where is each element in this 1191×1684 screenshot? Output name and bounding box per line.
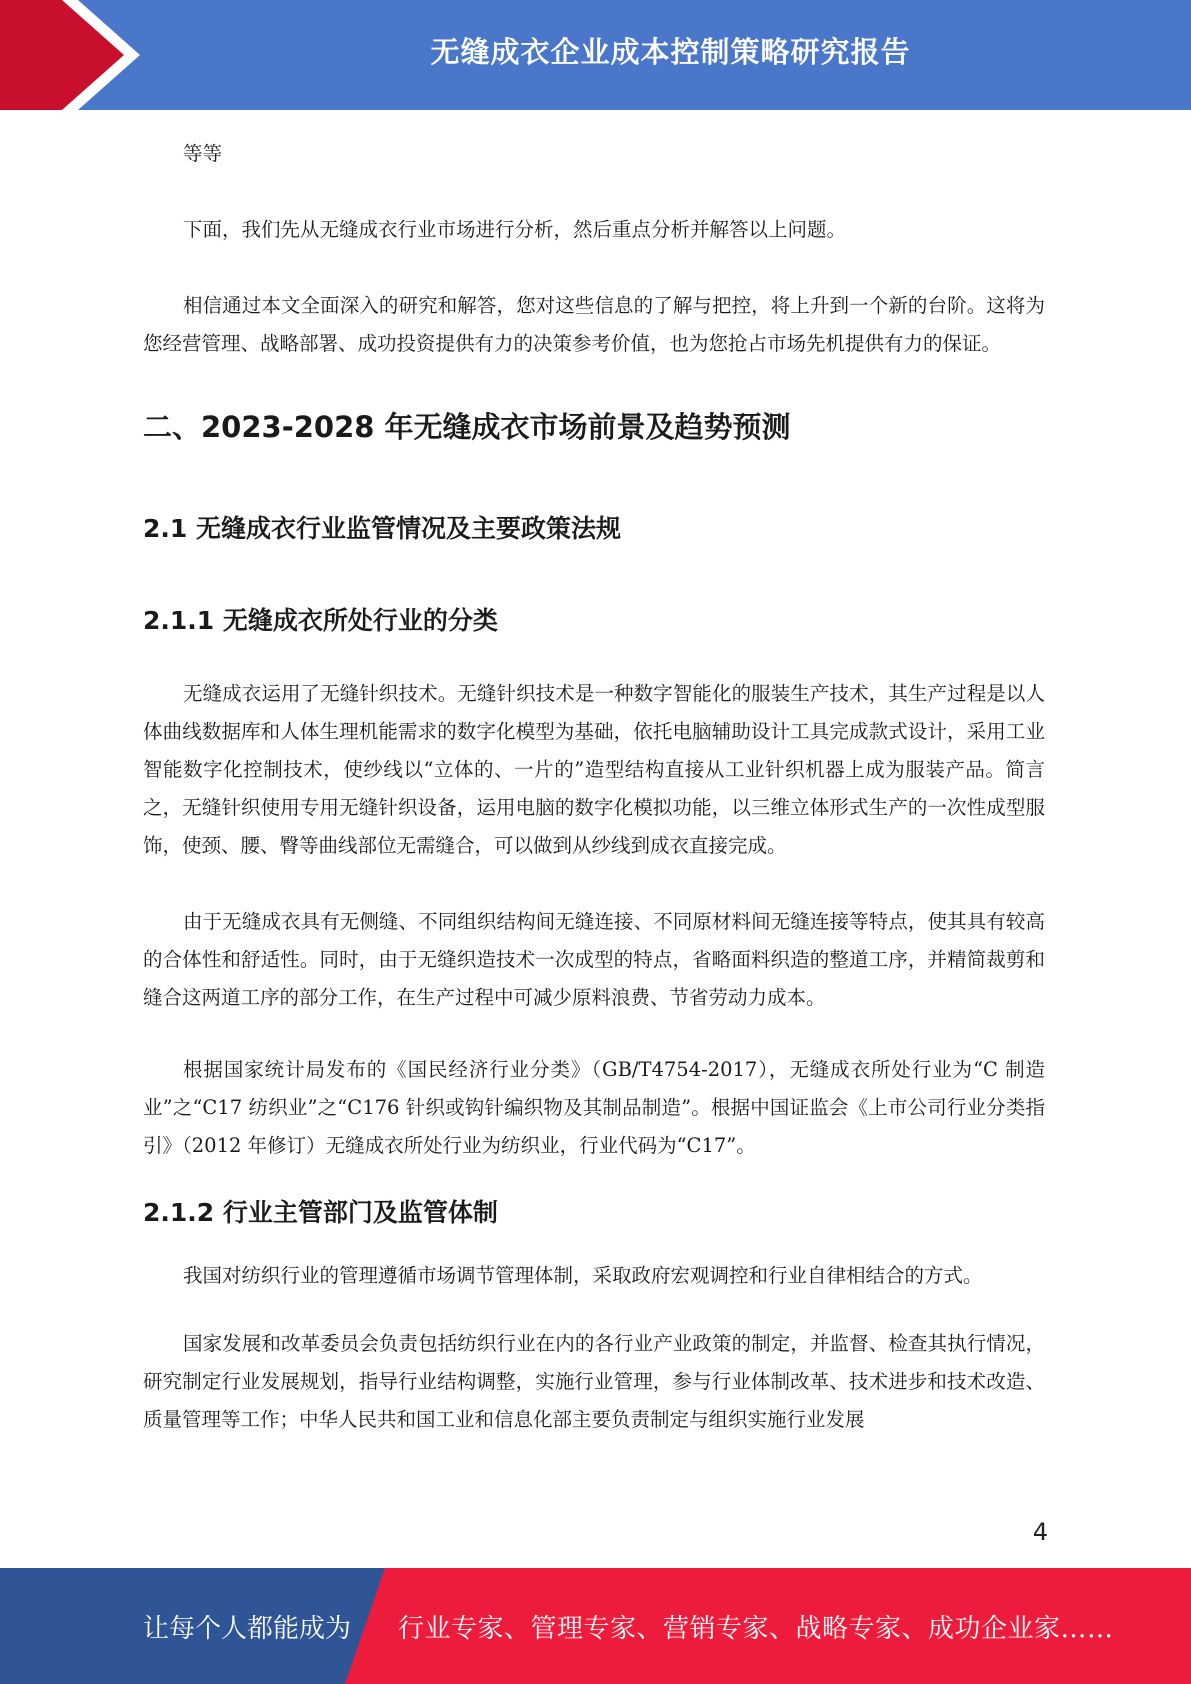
paragraph: 国家发展和改革委员会负责包括纺织行业在内的各行业产业政策的制定，并监督、检查其执行情况，研究制定行业发展规划，指导行业结构调整，实施行业管理，参与行业体制改革、技术进步和技术改造、质量管理等工作；中华人民共和国工业和信息化部主要负责制定与组织实施行业发展 bbox=[143, 1332, 1045, 1431]
paragraph: 等等 bbox=[183, 142, 223, 165]
header-chevron-decoration bbox=[0, 0, 160, 110]
page-header bbox=[0, 0, 1191, 110]
paragraph: 相信通过本文全面深入的研究和解答，您对这些信息的了解与把控，将上升到一个新的台阶。这将为您经营管理、战略部署、成功投资提供有力的决策参考价值，也为您抢占市场先机提供有力的保证。 bbox=[143, 294, 1045, 355]
paragraph: 我国对纺织行业的管理遵循市场调节管理体制，采取政府宏观调控和行业自律相结合的方式。 bbox=[183, 1264, 983, 1287]
paragraph: 无缝成衣运用了无缝针织技术。无缝针织技术是一种数字智能化的服装生产技术，其生产过程是以人体曲线数据库和人体生理机能需求的数字化模型为基础，依托电脑辅助设计工具完成款式设计，采用工业智能数字化控制技术，使纱线以“立体的、一片的”造型结构直接从工业针织机器上成为服装产品。简言之，无缝针织使用专用无缝针织设备，运用电脑的数字化模拟功能，以三维立体形式生产的一次性成型服饰，使颈、腰、臀等曲线部位无需缝合，可以做到从纱线到成衣直接完成。 bbox=[143, 682, 1045, 857]
footer-slogan-right: 行业专家、管理专家、营销专家、战略专家、成功企业家…… bbox=[398, 1613, 1114, 1644]
paragraph: 由于无缝成衣具有无侧缝、不同组织结构间无缝连接、不同原材料间无缝连接等特点，使其具有较高的合体性和舒适性。同时，由于无缝织造技术一次成型的特点，省略面料织造的整道工序，并精简裁剪和缝合这两道工序的部分工作，在生产过程中可减少原料浪费、节省劳动力成本。 bbox=[143, 910, 1045, 1009]
subsection-heading: 2.1.1 无缝成衣所处行业的分类 bbox=[143, 606, 498, 635]
page-footer bbox=[0, 1568, 1191, 1684]
section-heading: 2.1 无缝成衣行业监管情况及主要政策法规 bbox=[143, 514, 621, 543]
footer-slogan-left: 让每个人都能成为 bbox=[143, 1613, 352, 1644]
page-number: 4 bbox=[1032, 1518, 1048, 1546]
paragraph: 根据国家统计局发布的《国民经济行业分类》（GB/T4754-2017），无缝成衣所处行业为“C 制造业”之“C17 纺织业”之“C176 针织或钩针编织物及其制品制造”。根据中国证监会《上市公司行业分类指引》（2012 年修订）无缝成衣所处行业为纺织业，行业代码为“C17”。 bbox=[143, 1058, 1045, 1157]
page-content bbox=[143, 110, 1045, 1439]
report-title: 无缝成衣企业成本控制策略研究报告 bbox=[430, 34, 911, 69]
chapter-heading: 二、2023-2028 年无缝成衣市场前景及趋势预测 bbox=[143, 410, 791, 444]
paragraph: 下面，我们先从无缝成衣行业市场进行分析，然后重点分析并解答以上问题。 bbox=[183, 218, 847, 241]
subsection-heading: 2.1.2 行业主管部门及监管体制 bbox=[143, 1198, 498, 1227]
